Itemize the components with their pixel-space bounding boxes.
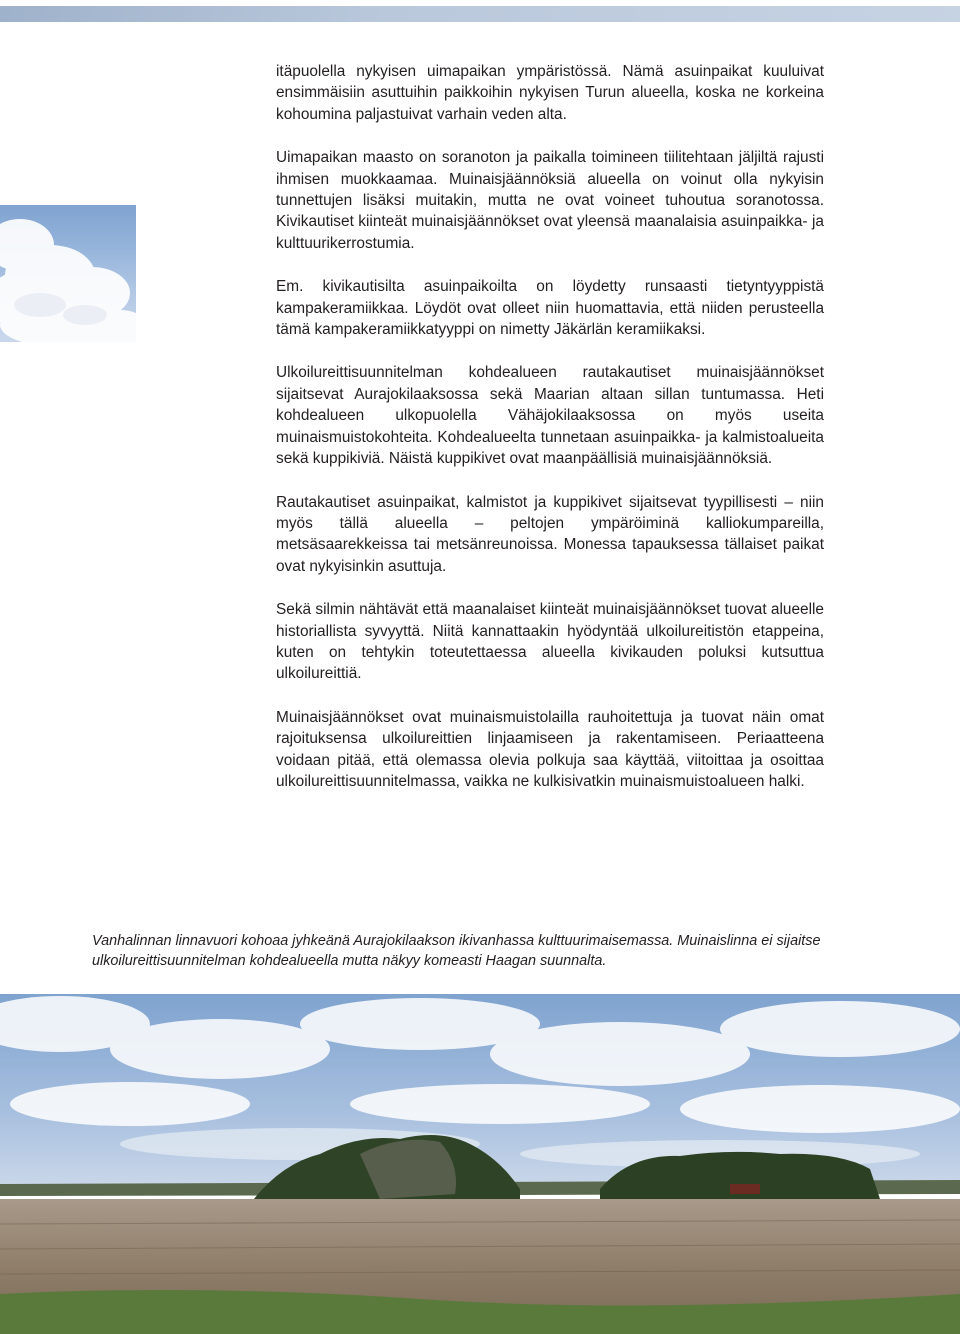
paragraph: Ulkoilureittisuunnitelman kohdealueen rautakautiset muinaisjäännökset sijaitsevat Aurajokilaaksossa sekä Maarian altaan sillan tuntumassa. Heti kohdealueen ulkopuolella Vähäjokilaaksossa on myös useita muinaismuistokohteita. Kohdealueelta tunnetaan asuinpaikka- ja kalmistoalueita sekä kuppikiviä. Näistä kuppikivet ovat maanpäällisiä muinaisjäännöksiä. [276, 364, 824, 468]
header-color-band [0, 6, 960, 22]
paragraph: Rautakautiset asuinpaikat, kalmistot ja kuppikivet sijaitsevat tyypillisesti – niin myös tällä alueella – peltojen ympäröiminä kalliokumpareilla, metsäsaarekkeissa tai metsänreunoissa. Monessa tapauksessa tällaiset paikat ovat nykyisinkin asuttuja. [276, 493, 824, 575]
paragraph: itäpuolella nykyisen uimapaikan ympäristössä. Nämä asuinpaikat kuuluivat ensimmäisiin asuttuihin paikkoihin nykyisen Turun alueella, koska ne korkeina kohoumina paljastuivat varhain veden alta. [276, 63, 824, 123]
paragraph: Sekä silmin nähtävät että maanalaiset kiinteät muinaisjäännökset tuovat alueelle historiallista syvyyttä. Niitä kannattaakin hyödyntää ulkoilureitistön etappeina, kuten on tehtykin toteutettaessa alueella kivikauden poluksi kutsuttua ulkoilureittiä. [276, 601, 824, 683]
paragraph: Uimapaikan maasto on soranoton ja paikalla toimineen tiilitehtaan jäljiltä rajusti ihmisen muokkaamaa. Muinaisjäännöksiä alueella on voinut olla nykyisin tunnettujen lisäksi muitakin, mutta ne ovat voineet tuhoutua soranotossa. Kivikautiset kiinteät muinaisjäännökset ovat yleensä maanalaisia asuinpaikka- ja kulttuurikerrostumia. [276, 149, 824, 252]
paragraph: Muinaisjäännökset ovat muinaismuistolailla rauhoitettuja ja tuovat näin omat rajoituksensa ulkoilureittien linjaamiseen ja rakentamiseen. Periaatteena voidaan pitää, että olemassa olevia polkuja saa käyttää, viitoittaa ja osoittaa ulkoilureittisuunnitelmassa, vaikka ne kulkisivatkin muinaismuistoalueen halki. [276, 708, 824, 790]
paragraph: Em. kivikautisilta asuinpaikoilta on löydetty runsaasti tietyntyyppistä kampakeramiikkaa. Löydöt ovat olleet niin huomattavia, että niiden perusteella tämä kampakeramiikkatyyppi on nimetty Jäkärlän keramiikaksi. [276, 278, 824, 339]
article-text [276, 61, 824, 814]
cloud-photo [0, 205, 136, 342]
photo-caption: Vanhalinnan linnavuori kohoaa jyhkeänä Aurajokilaakson ikivanhassa kulttuurimaisemassa. Muinaislinna ei sijaitse ulkoilureittisuunnitelman kohdealueella mutta näkyy komeasti Haagan suunnalta. [92, 933, 821, 969]
landscape-photo [0, 994, 960, 1334]
